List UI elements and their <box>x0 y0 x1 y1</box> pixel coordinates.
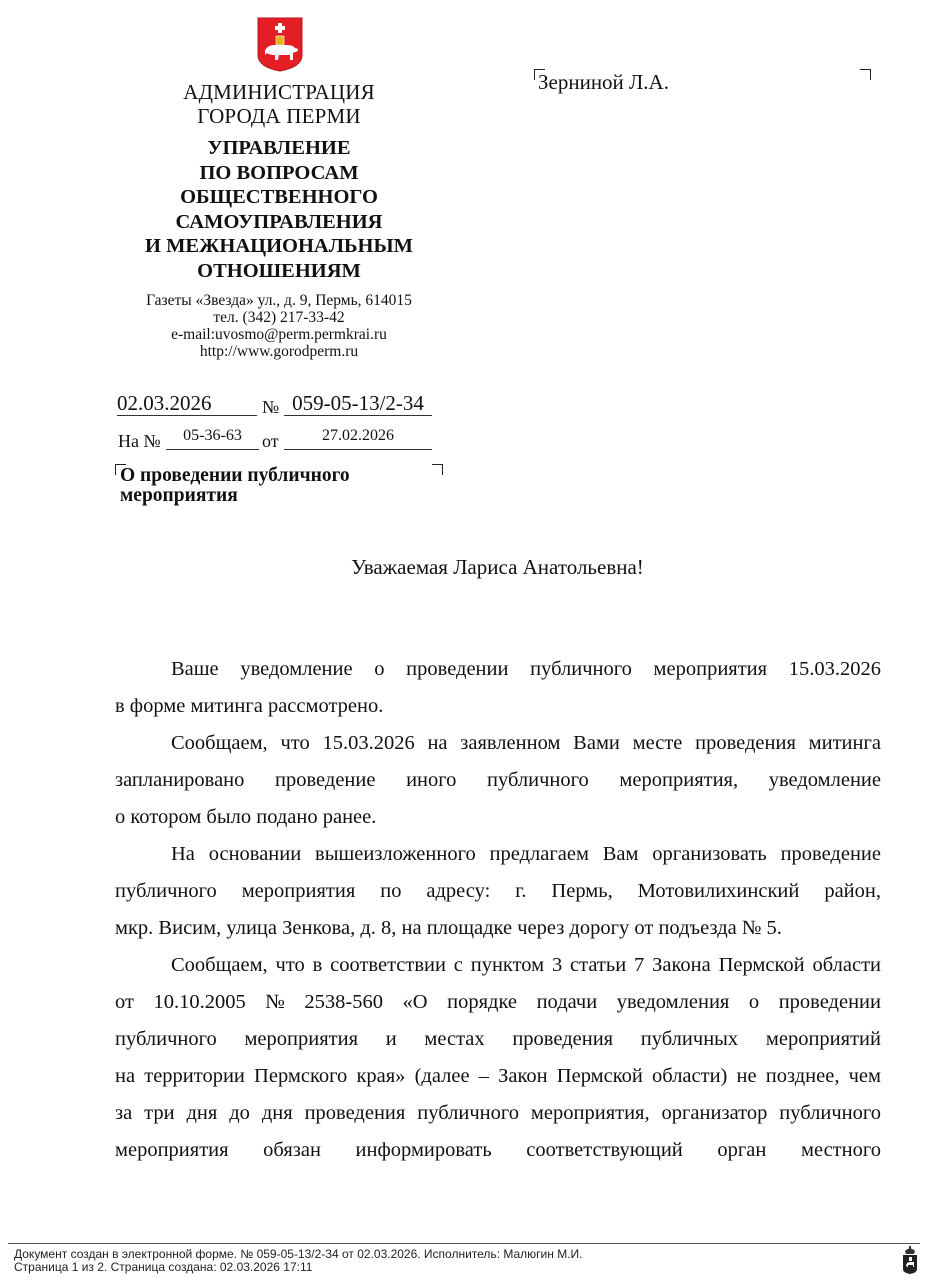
body-line <box>115 836 881 873</box>
body-line-text: Сообщаем, что 15.03.2026 на заявленном Вами месте проведения митинга <box>171 732 882 754</box>
body-line-text: публичного мероприятия и местах проведения публичных мероприятий <box>115 1028 881 1050</box>
body-line <box>115 762 881 799</box>
postal-address: Газеты «Звезда» ул., д. 9, Пермь, 614015 <box>146 292 412 309</box>
body-line <box>115 688 881 725</box>
from-label: от <box>262 431 279 451</box>
contacts <box>98 292 460 360</box>
phone-number: тел. (342) 217-33-42 <box>213 309 345 326</box>
body-line-text: в форме митинга рассмотрено. <box>115 695 384 717</box>
admin-name-line1: АДМИНИСТРАЦИЯ <box>183 80 375 104</box>
body-paragraph <box>115 947 881 1169</box>
body-line <box>115 725 881 762</box>
admin-name-line2: ГОРОДА ПЕРМИ <box>197 104 361 128</box>
department-line: И МЕЖНАЦИОНАЛЬНЫМ <box>145 235 413 257</box>
body-line <box>115 799 881 836</box>
subject-line: О проведении публичного <box>120 465 350 486</box>
body-line <box>115 873 881 910</box>
reply-to-number-label: На № <box>118 431 161 451</box>
number-label: № <box>262 397 280 417</box>
body-line <box>115 984 881 1021</box>
letter-body <box>115 651 881 1169</box>
body-line-text: за три дня до дня проведения публичного мероприятия, организатор публичного <box>115 1102 882 1124</box>
body-line <box>115 651 881 688</box>
department-name <box>98 136 460 283</box>
body-line <box>115 1095 881 1132</box>
body-line <box>115 1021 881 1058</box>
body-line-text: на территории Пермского края» (далее – Закон Пермской области) не позднее, чем <box>115 1065 881 1087</box>
department-line: САМОУПРАВЛЕНИЯ <box>175 210 383 233</box>
body-line-text: На основании вышеизложенного предлагаем Вам организовать проведение <box>171 843 881 865</box>
department-line: УПРАВЛЕНИЕ <box>207 137 351 159</box>
perm-coat-of-arms-icon <box>257 17 303 72</box>
footer-divider <box>8 1243 920 1244</box>
salutation: Уважаемая Лариса Анатольевна! <box>351 555 644 579</box>
department-line: ОТНОШЕНИЯМ <box>197 259 361 282</box>
footer <box>14 1248 583 1274</box>
body-line <box>115 1132 881 1169</box>
email-address: e-mail:uvosmo@perm.permkrai.ru <box>171 326 387 343</box>
body-line <box>115 947 881 984</box>
department-line: ОБЩЕСТВЕННОГО <box>180 186 378 208</box>
footer-document-info: Документ создан в электронной форме. № 059-05-13/2-34 от 02.03.2026. Исполнитель: Малюгин М.И. <box>14 1247 583 1261</box>
body-line-text: от 10.10.2005 № 2538-560 «О порядке подачи уведомления о проведении <box>115 991 881 1013</box>
body-line-text: Сообщаем, что в соответствии с пунктом 3 статьи 7 Закона Пермской области <box>171 954 881 976</box>
document-date: 02.03.2026 <box>117 392 257 416</box>
body-line-text: о котором было подано ранее. <box>115 806 377 828</box>
addressee: Зерниной Л.А. <box>538 70 669 94</box>
subject-line: мероприятия <box>120 485 238 506</box>
reply-to-number: 05-36-63 <box>166 426 259 450</box>
letter-subject <box>120 466 440 506</box>
body-paragraph <box>115 651 881 725</box>
body-paragraph <box>115 836 881 947</box>
body-line-text: запланировано проведение иного публичного мероприятия, уведомление <box>115 769 881 791</box>
document-number: 059-05-13/2-34 <box>284 392 432 416</box>
body-paragraph <box>115 725 881 836</box>
reply-to-date: 27.02.2026 <box>284 426 432 450</box>
body-line-text: публичного мероприятия по адресу: г. Пермь, Мотовилихинский район, <box>115 880 881 902</box>
body-line <box>115 910 881 947</box>
addressee-corner-mark-right <box>860 69 871 80</box>
department-line: ПО ВОПРОСАМ <box>199 161 359 184</box>
website-url: http://www.gorodperm.ru <box>199 343 359 360</box>
body-line-text: Ваше уведомление о проведении публичного мероприятия 15.03.2026 <box>171 658 881 680</box>
body-line-text: мкр. Висим, улица Зенкова, д. 8, на площадке через дорогу от подъезда № 5. <box>115 917 782 939</box>
letterhead <box>98 80 460 360</box>
body-line <box>115 1058 881 1095</box>
body-line-text: мероприятия обязан информировать соответствующий орган местного <box>115 1139 881 1161</box>
footer-page-info: Страница 1 из 2. Страница создана: 02.03.2026 17:11 <box>14 1260 313 1274</box>
perm-emblem-small-icon <box>900 1245 920 1275</box>
